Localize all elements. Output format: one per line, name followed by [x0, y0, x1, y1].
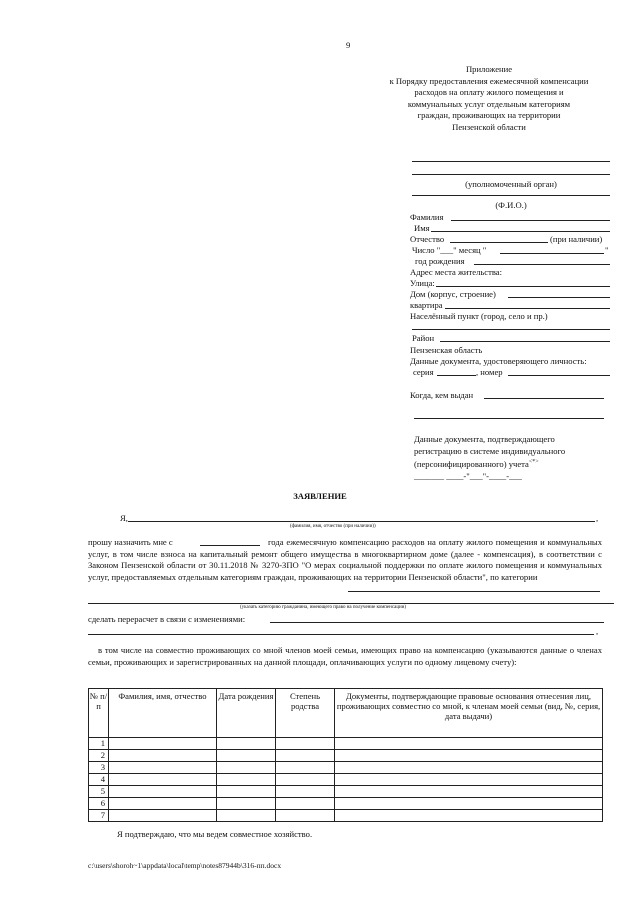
documents-cell[interactable] [335, 738, 603, 750]
relation-cell[interactable] [276, 774, 335, 786]
issued-by-label: Когда, кем выдан [410, 390, 474, 400]
fio-cell[interactable] [109, 738, 217, 750]
family-text: в том числе на совместно проживающих со мной членов моей семьи, имеющих право на компенсацию (указываются данные о членах семьи, проживающих и зарегистрированных на данной площади, оплачивающих услуги по одному лицевому счету): [88, 645, 602, 667]
region-text: Пензенская область [410, 345, 483, 355]
row-number: 5 [89, 786, 109, 798]
col-header-relation: Степень родства [276, 689, 335, 738]
snils-line: Данные документа, подтверждающего [414, 434, 555, 444]
house-label: Дом (корпус, строение) [410, 289, 496, 299]
authority-line-2[interactable] [412, 174, 610, 175]
birth-year-field[interactable] [474, 264, 610, 265]
patronymic-label: Отчество [410, 234, 445, 244]
series-field[interactable] [437, 375, 476, 376]
fio-hint: (фамилия, имя, отчество (при наличии)) [290, 524, 376, 529]
appendix-line: Пензенской области [452, 121, 526, 132]
district-field[interactable] [440, 341, 610, 342]
category-field-2[interactable] [88, 603, 614, 604]
recalc-field[interactable] [270, 622, 604, 623]
fio-cell[interactable] [109, 750, 217, 762]
birthdate-cell[interactable] [217, 786, 276, 798]
locality-label: Населённый пункт (город, село и пр.) [410, 311, 548, 321]
number-field[interactable] [508, 375, 610, 376]
appendix-line: граждан, проживающих на территории [417, 110, 561, 121]
documents-cell[interactable] [335, 810, 603, 822]
relation-cell[interactable] [276, 738, 335, 750]
birth-day-label: Число "___" месяц " [412, 245, 487, 255]
category-field[interactable] [348, 591, 600, 592]
locality-field[interactable] [412, 329, 610, 330]
category-hint: (указать категорию гражданина, имеющего право на получение компенсации) [240, 605, 407, 610]
appendix-line: к Порядку предоставления ежемесячной компенсации [389, 75, 589, 86]
col-header-number: № п/п [89, 689, 109, 738]
birthdate-cell[interactable] [217, 810, 276, 822]
statement-title: ЗАЯВЛЕНИЕ [293, 491, 347, 501]
recalc-label: сделать перерасчет в связи с изменениями: [88, 614, 246, 624]
row-number: 3 [89, 762, 109, 774]
birth-month-field[interactable] [500, 253, 604, 254]
house-field[interactable] [508, 297, 610, 298]
relation-cell[interactable] [276, 762, 335, 774]
table-row [89, 762, 603, 774]
documents-cell[interactable] [335, 774, 603, 786]
col-header-documents: Документы, подтверждающие правовые основания отнесения лиц, проживающих совместно со мной, к членам моей семьи (вид, №, серия, дата выдачи) [335, 689, 603, 738]
number-label: , номер [476, 367, 503, 377]
relation-cell[interactable] [276, 810, 335, 822]
authority-caption: (уполномоченный орган) [465, 179, 557, 189]
confirm-text: Я подтверждаю, что мы ведем совместное хозяйство. [117, 829, 313, 839]
birthdate-cell[interactable] [217, 774, 276, 786]
address-label: Адрес места жительства: [410, 267, 503, 277]
request-start: прошу назначить мне с [88, 537, 173, 547]
snils-footnote: <*> [528, 459, 539, 466]
issued-by-field[interactable] [484, 398, 604, 399]
snils-date-fields[interactable]: _______ ____-"___"-____-___ [414, 470, 522, 481]
relation-cell[interactable] [276, 798, 335, 810]
fio-cell[interactable] [109, 774, 217, 786]
birth-day-end: " [605, 245, 609, 255]
page-number: 9 [346, 40, 351, 50]
applicant-fio-field[interactable] [128, 521, 595, 522]
fio-cell[interactable] [109, 810, 217, 822]
authority-line-1[interactable] [412, 161, 610, 162]
birthdate-cell[interactable] [217, 750, 276, 762]
snils-line: регистрацию в системе индивидуального [414, 445, 566, 456]
appendix-line: Приложение [465, 64, 513, 74]
row-number: 4 [89, 774, 109, 786]
row-number: 2 [89, 750, 109, 762]
appendix-line: коммунальных услуг отдельным категориям [407, 98, 571, 109]
birth-year-label: год рождения [415, 256, 465, 266]
birthdate-cell[interactable] [217, 738, 276, 750]
table-row [89, 798, 603, 810]
issued-by-field-2[interactable] [414, 418, 604, 419]
row-number: 6 [89, 798, 109, 810]
fio-cell[interactable] [109, 798, 217, 810]
surname-label: Фамилия [410, 212, 444, 222]
relation-cell[interactable] [276, 786, 335, 798]
request-text: года ежемесячную компенсацию расходов на оплату жилого помещения и коммунальных услуг, в том числе взноса на капитальный ремонт общего имущества в многоквартирном доме (далее - компенсация), в соответствии с Законом Пензенской области от 30.11.2018 № 3270-ЗПО "О мерах социальной поддержки по оплате жилого помещения и коммунальных услуг, предоставляемых отдельным категориям граждан, проживающих на территории Пензенской области", по категории [88, 537, 602, 582]
apartment-field[interactable] [445, 308, 610, 309]
fio-cell[interactable] [109, 786, 217, 798]
family-table [88, 688, 603, 822]
district-label: Район [412, 333, 435, 343]
col-header-birthdate: Дата рождения [217, 689, 276, 738]
footer-file-path: c:\users\shoroh~1\appdata\local\temp\notes87944b\316-пп.docx [88, 861, 282, 870]
apartment-label: квартира [410, 300, 443, 310]
patronymic-field[interactable] [450, 242, 548, 243]
recalc-field-2[interactable] [88, 634, 594, 635]
appendix-header [355, 64, 623, 134]
col-header-fio: Фамилия, имя, отчество [109, 689, 217, 738]
series-label: серия [413, 367, 434, 377]
documents-cell[interactable] [335, 798, 603, 810]
snils-block [414, 434, 565, 482]
relation-cell[interactable] [276, 750, 335, 762]
birthdate-cell[interactable] [217, 798, 276, 810]
birthdate-cell[interactable] [217, 762, 276, 774]
appendix-line: расходов на оплату жилого помещения и [414, 87, 564, 98]
row-number: 1 [89, 738, 109, 750]
documents-cell[interactable] [335, 750, 603, 762]
street-field[interactable] [436, 286, 610, 287]
row-number: 7 [89, 810, 109, 822]
documents-cell[interactable] [335, 762, 603, 774]
table-row [89, 738, 603, 750]
snils-line [414, 457, 565, 470]
fio-caption: (Ф.И.О.) [495, 200, 527, 210]
id-document-label: Данные документа, удостоверяющего личность: [410, 356, 587, 366]
fio-cell[interactable] [109, 762, 217, 774]
street-label: Улица: [410, 278, 435, 288]
table-row [89, 774, 603, 786]
fio-line[interactable] [412, 195, 610, 196]
snils-line-text: (персонифицированного) учета [414, 459, 529, 470]
i-label: Я, [120, 513, 128, 523]
name-field[interactable] [431, 231, 610, 232]
table-header-row [89, 689, 603, 738]
table-row [89, 810, 603, 822]
name-label: Имя [414, 223, 430, 233]
table-row [89, 750, 603, 762]
patronymic-note: (при наличии) [550, 234, 603, 244]
surname-field[interactable] [451, 220, 610, 221]
documents-cell[interactable] [335, 786, 603, 798]
table-row [89, 786, 603, 798]
